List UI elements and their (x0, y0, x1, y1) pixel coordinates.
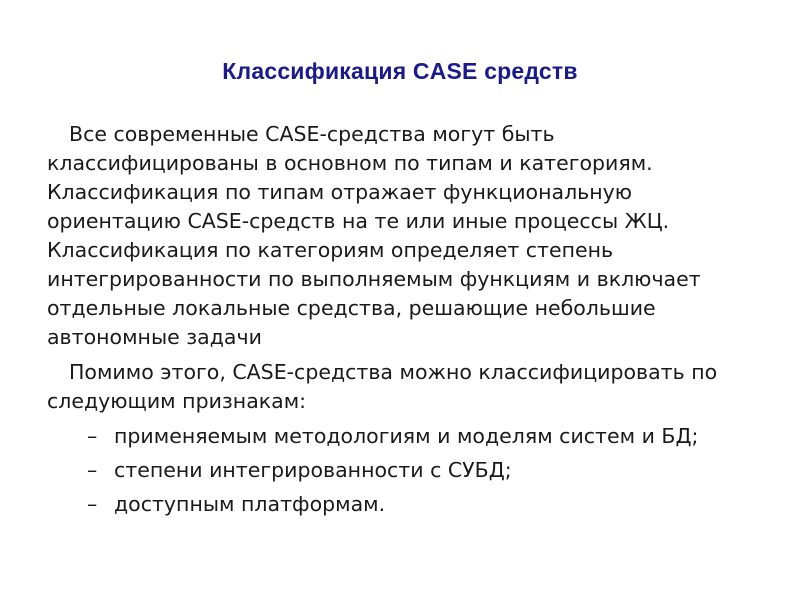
list-item (47, 490, 757, 519)
dash-bullet-icon: – (87, 492, 98, 516)
list-item-text: применяемым методологиям и моделям систем и БД; (114, 424, 699, 448)
dash-bullet-icon: – (87, 458, 98, 482)
list-item (47, 456, 757, 485)
feature-list (47, 422, 757, 519)
list-item-text: доступным платформам. (114, 492, 386, 516)
slide-title: Классификация CASE средств (222, 58, 578, 84)
list-item-text: степени интегрированности с СУБД; (114, 458, 512, 482)
slide-body (47, 120, 757, 524)
paragraph-classification-features: Помимо этого, CASE-средства можно классифицировать по следующим признакам: (47, 360, 718, 413)
dash-bullet-icon: – (87, 424, 98, 448)
list-item (47, 422, 757, 451)
paragraph-classification-intro: Все современные CASE-средства могут быть классифицированы в основном по типам и категориям. Классификация по типам отражает функциональную ориентацию CASE-средств на те или иные процессы ЖЦ. Классификация по категориям определяет степень интегрированности по выполняемым функциям и включает отдельные локальные средства, решающие небольшие автономные задачи (47, 122, 701, 349)
